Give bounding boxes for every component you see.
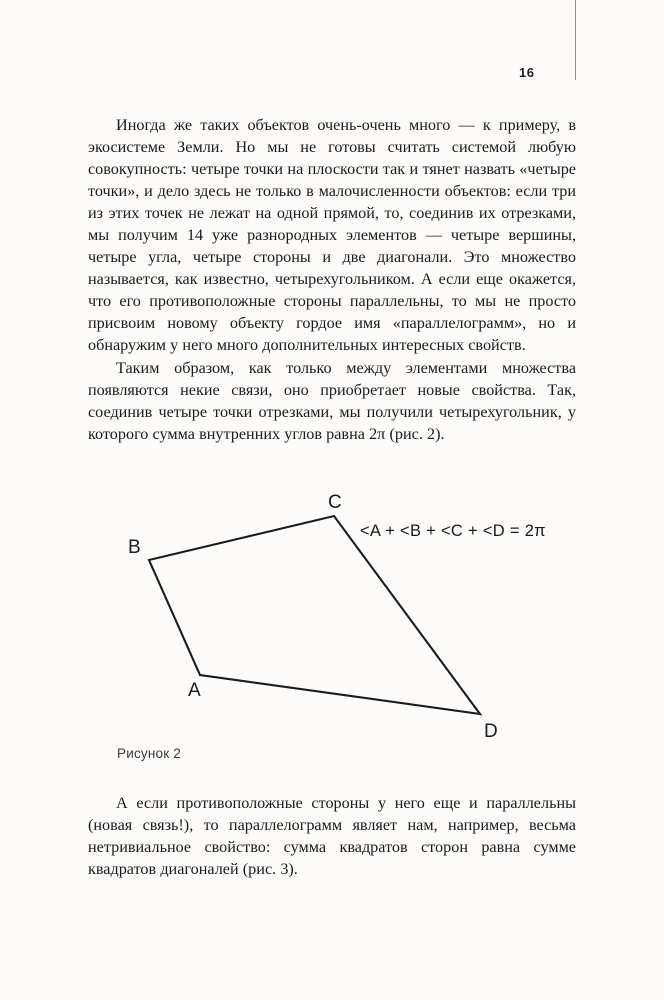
paragraph: Таким образом, как только между элементами множества появляются некие связи, оно приобретает новые свойства. Так, соединив четыре точки отрезками, мы получили четырехугольник, у которого сумма внутренних углов равна 2π (рис. 2). xyxy=(88,358,576,443)
paragraph: Иногда же таких объектов очень-очень много — к примеру, в экосистеме Земли. Но мы не готовы считать системой любую совокупность: четыре точки на плоскости так и тянет назвать «четыре точки», и дело здесь не только в малочисленности объектов: если три из этих точек не лежат на одной прямой, то, соединив их отрезками, мы получим 14 уже разнородных элементов — четыре вершины, четыре угла, четыре стороны и две диагонали. Это множество называется, как известно, четырехугольником. А если еще окажется, что его противоположные стороны параллельны, то мы не просто присвоим новому объекту гордое имя «параллелограмм», но и обнаружим у него много дополнительных интересных свойств. xyxy=(88,116,576,355)
text-column-lower xyxy=(88,792,576,880)
figure-quadrilateral xyxy=(88,488,576,780)
vertex-label-b: B xyxy=(128,537,141,558)
vertex-label-c: C xyxy=(328,492,342,513)
page-header-rule xyxy=(575,0,576,80)
paragraph: А если противоположные стороны у него еще и параллельны (новая связь!), то параллелограмм являет нам, например, весьма нетривиальное свойство: сумма квадратов сторон равна сумме квадратов диагоналей (рис. 3). xyxy=(88,794,576,879)
figure-canvas xyxy=(88,488,576,750)
figure-caption: Рисунок 2 xyxy=(117,746,181,761)
text-column-upper xyxy=(88,114,576,445)
angle-sum-formula: <A + <B + <C + <D = 2π xyxy=(360,522,546,540)
vertex-label-a: A xyxy=(188,680,201,701)
page-number: 16 xyxy=(519,65,535,80)
vertex-label-d: D xyxy=(484,721,498,742)
